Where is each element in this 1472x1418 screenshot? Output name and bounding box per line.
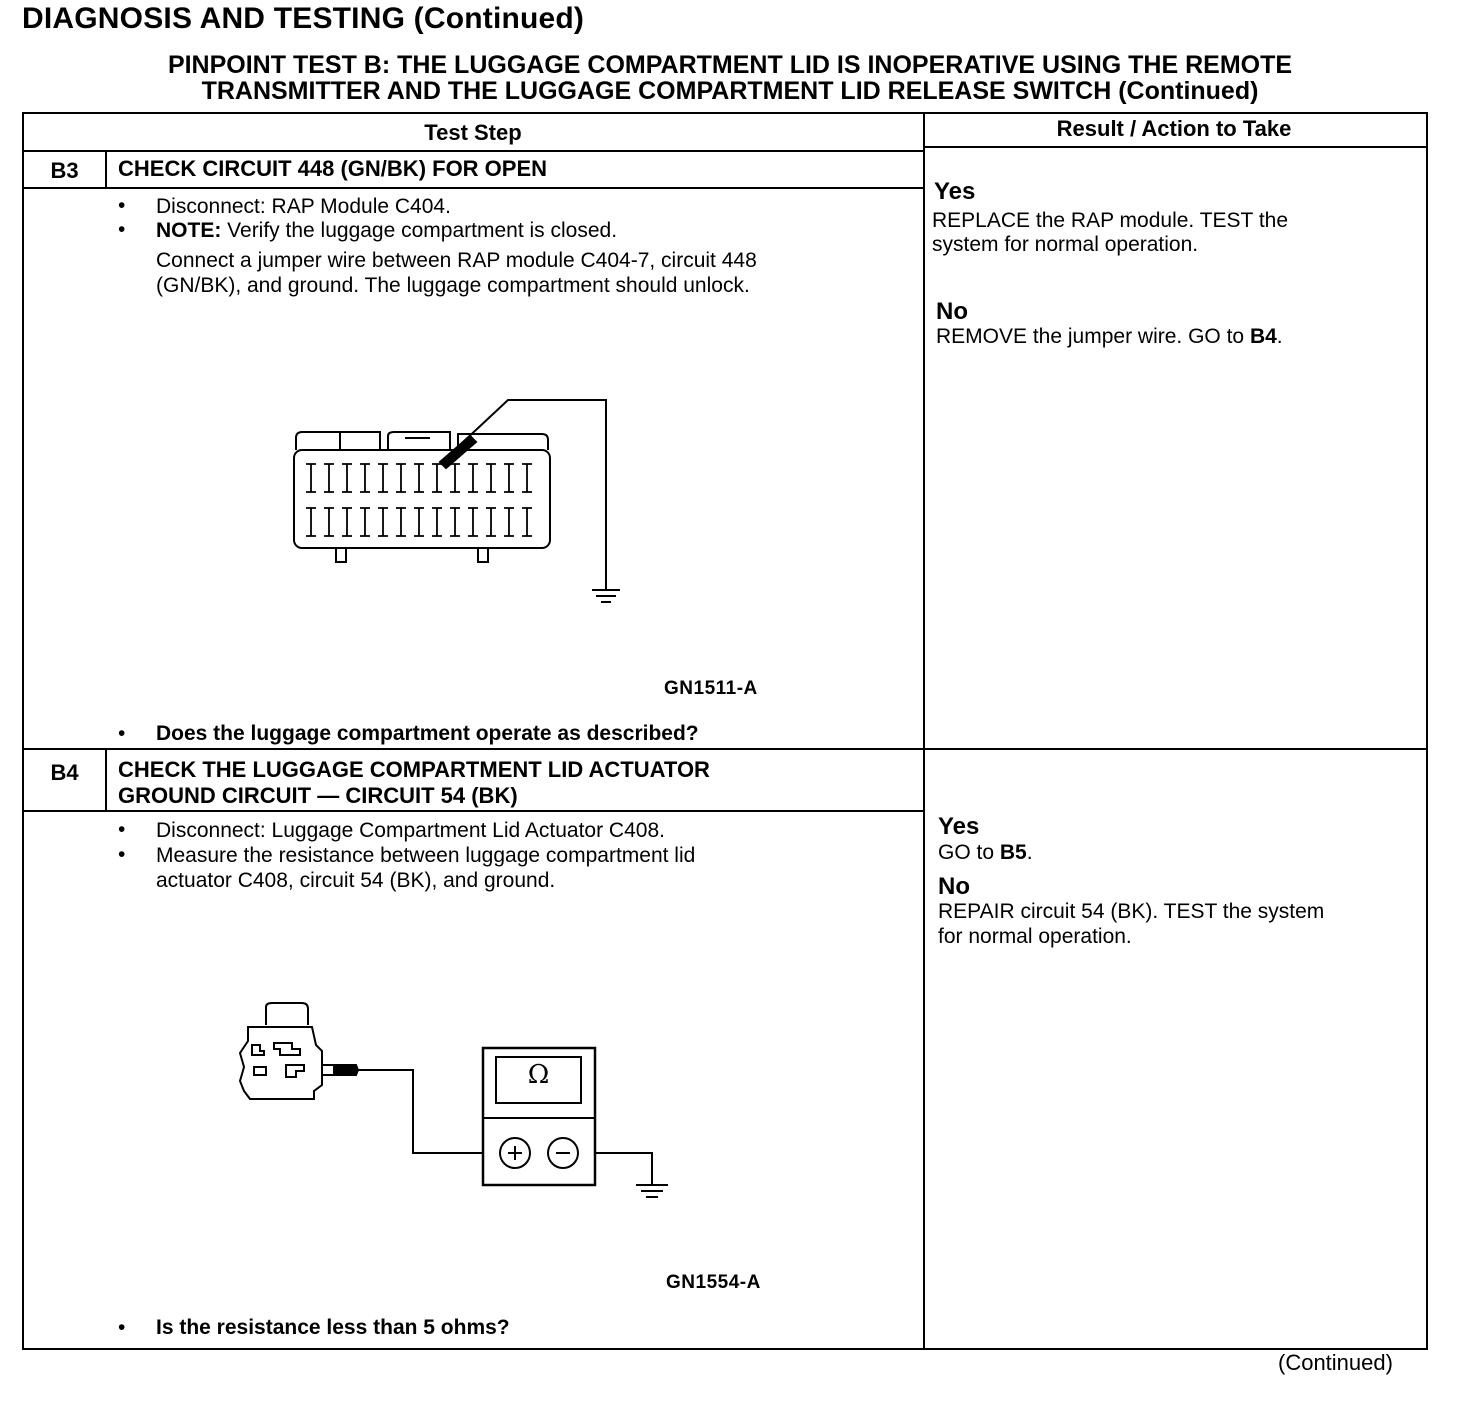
ground-symbol — [592, 590, 620, 602]
c408-connector — [240, 1003, 322, 1099]
jumper-wire — [440, 400, 606, 590]
b4-instruction-measure-line2: actuator C408, circuit 54 (BK), and ground. — [156, 869, 556, 892]
b3-jumper-instruction-line1: Connect a jumper wire between RAP module C404-7, circuit 448 — [156, 249, 757, 272]
b4-no-action-line1: REPAIR circuit 54 (BK). TEST the system — [938, 900, 1325, 923]
c408-ohmmeter-diagram — [230, 995, 680, 1210]
column-header-test-step: Test Step — [424, 120, 522, 145]
b4-yes-text: GO to — [938, 841, 1000, 864]
note-text: Verify the luggage compartment is closed. — [221, 219, 618, 242]
b3-id-divider — [105, 151, 107, 188]
bullet: • — [118, 818, 126, 841]
step-title-b3: CHECK CIRCUIT 448 (GN/BK) FOR OPEN — [118, 156, 548, 181]
bullet: • — [118, 1316, 126, 1339]
c404-connector-diagram — [280, 390, 640, 610]
bullet: • — [118, 722, 126, 745]
b4-no-label: No — [938, 873, 970, 900]
c404-connector — [294, 432, 550, 562]
note-label: NOTE: — [156, 219, 222, 242]
b3-question: Does the luggage compartment operate as described? — [156, 722, 699, 745]
b3-note — [156, 218, 617, 243]
page-title: DIAGNOSIS AND TESTING (Continued) — [22, 2, 585, 35]
b3-jumper-instruction-line2: (GN/BK), and ground. The luggage compartment should unlock. — [156, 274, 750, 297]
b4-separator — [22, 748, 1426, 750]
meter-probe — [322, 1065, 358, 1075]
b3-no-period: . — [1276, 325, 1283, 348]
b3-no-action — [936, 324, 1283, 349]
b4-yes-step-ref: B5 — [999, 841, 1027, 864]
b4-id-divider — [105, 749, 107, 811]
test-step-header-rule — [22, 150, 924, 152]
column-header-result: Result / Action to Take — [1056, 116, 1292, 141]
b4-question: Is the resistance less than 5 ohms? — [156, 1316, 510, 1339]
ohm-symbol-icon: Ω — [527, 1060, 550, 1090]
step-title-b4-line1: CHECK THE LUGGAGE COMPARTMENT LID ACTUATOR — [118, 757, 710, 782]
b3-no-step-ref: B4 — [1249, 325, 1277, 348]
bullet: • — [118, 194, 126, 217]
b4-instruction-disconnect: Disconnect: Luggage Compartment Lid Actuator C408. — [156, 819, 665, 842]
result-header-rule — [924, 146, 1426, 148]
b4-title-rule — [22, 810, 924, 812]
b4-no-action-line2: for normal operation. — [938, 925, 1132, 948]
b4-yes-action — [938, 840, 1033, 865]
pinpoint-test-title-line1: PINPOINT TEST B: THE LUGGAGE COMPARTMENT LID IS INOPERATIVE USING THE REMOTE — [167, 51, 1293, 79]
b3-no-label: No — [936, 298, 968, 325]
b4-yes-period: . — [1026, 841, 1033, 864]
figure-id-gn1511: GN1511-A — [664, 678, 758, 699]
b3-yes-action-line2: system for normal operation. — [932, 233, 1199, 256]
b4-instruction-measure-line1: Measure the resistance between luggage compartment lid — [156, 844, 696, 867]
bullet: • — [118, 843, 126, 866]
b3-no-text: REMOVE the jumper wire. GO to — [936, 325, 1250, 348]
b3-yes-label: Yes — [934, 178, 976, 205]
column-divider — [923, 112, 925, 1348]
pinpoint-test-title-line2: TRANSMITTER AND THE LUGGAGE COMPARTMENT LID RELEASE SWITCH (Continued) — [201, 77, 1259, 105]
figure-id-gn1554: GN1554-A — [666, 1272, 761, 1293]
b3-instruction-disconnect: Disconnect: RAP Module C404. — [156, 195, 451, 218]
b3-title-rule — [22, 187, 924, 189]
ground-symbol — [636, 1185, 668, 1197]
step-id-b4: B4 — [50, 760, 79, 785]
step-title-b4-line2: GROUND CIRCUIT — CIRCUIT 54 (BK) — [118, 783, 518, 808]
b4-yes-label: Yes — [938, 813, 980, 840]
b3-yes-action-line1: REPLACE the RAP module. TEST the — [932, 209, 1289, 232]
step-id-b3: B3 — [50, 158, 79, 183]
bullet: • — [118, 218, 126, 241]
continued-footer: (Continued) — [1278, 1350, 1393, 1375]
